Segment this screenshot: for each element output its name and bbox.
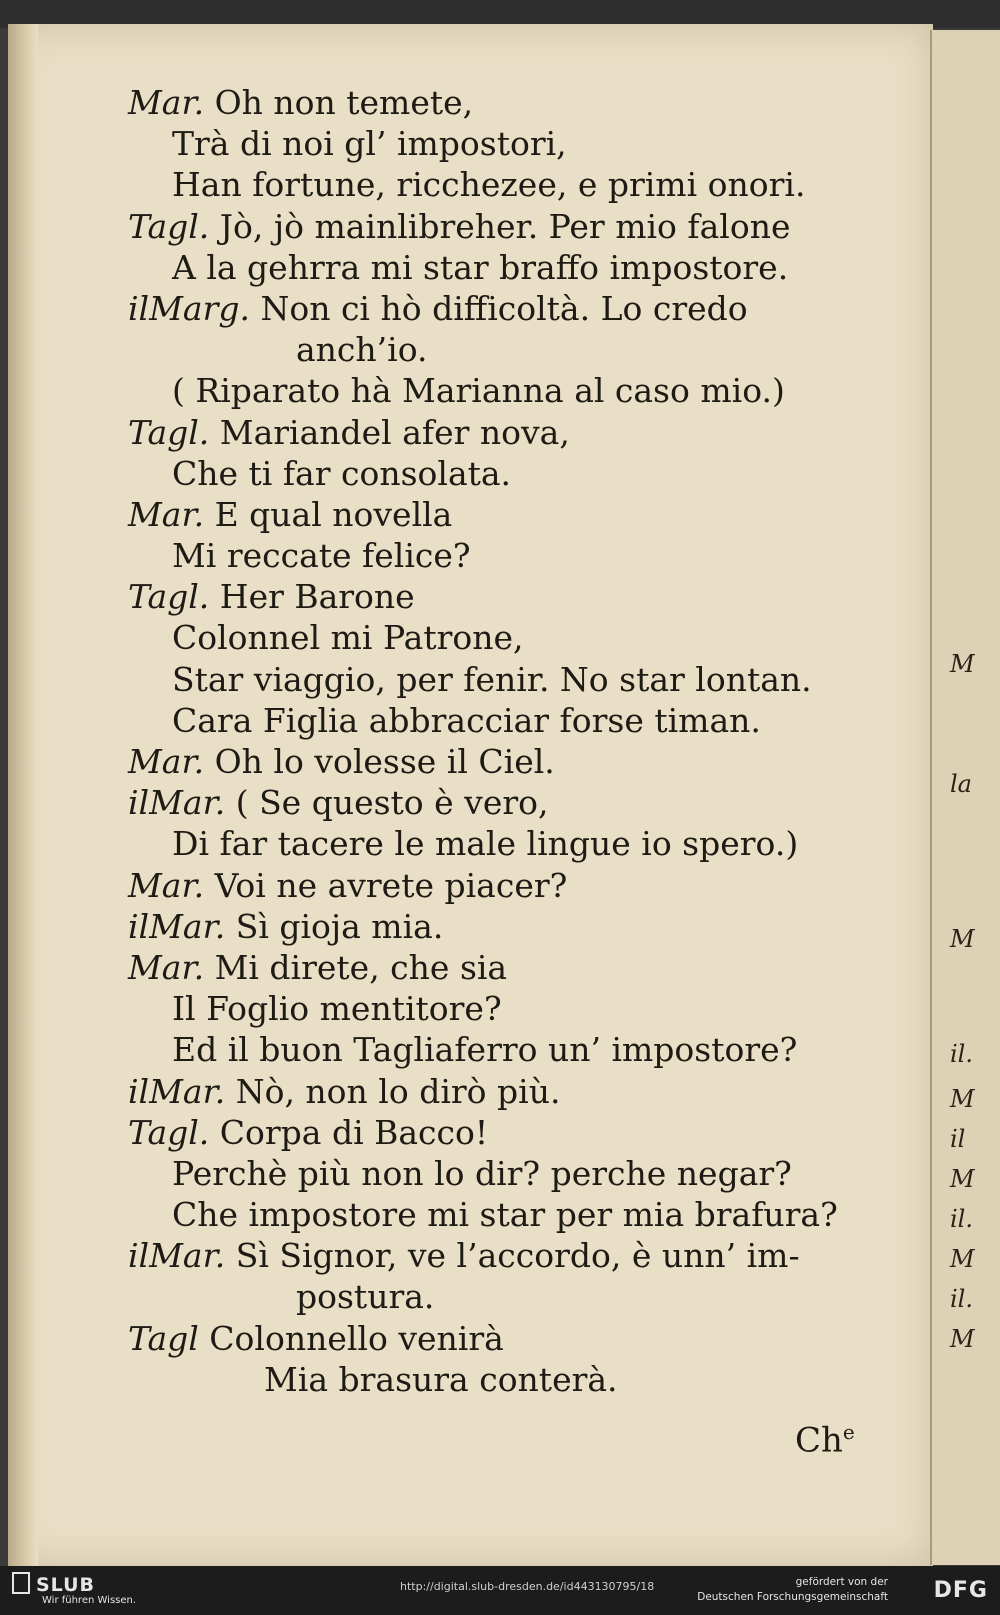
- slub-logo[interactable]: [12, 1572, 95, 1596]
- speaker-label: Mar.: [128, 865, 205, 905]
- speaker-label: Tagl.: [128, 412, 210, 452]
- line-text: E qual novella: [204, 494, 453, 534]
- text-line: [128, 1318, 868, 1359]
- edge-fragment: M: [950, 650, 975, 678]
- line-text: Oh lo volesse il Ciel.: [204, 742, 555, 781]
- line-text: Perchè più non lo dir? perche negar?: [172, 1153, 792, 1193]
- line-text: Voi ne avrete piacer?: [204, 865, 568, 905]
- book-gutter: [8, 24, 38, 1566]
- catchword-sup: e: [842, 1420, 855, 1444]
- speaker-label: Mar.: [128, 947, 205, 987]
- slub-tagline: Wir führen Wissen.: [42, 1595, 137, 1606]
- line-text: Colonnel mi Patrone,: [172, 618, 524, 658]
- speaker-label: Mar.: [128, 494, 205, 534]
- speaker-label: ilMar.: [128, 1071, 226, 1111]
- line-text: ( Se questo è vero,: [225, 783, 549, 823]
- speaker-label: ilMar.: [128, 906, 226, 946]
- line-text: postura.: [296, 1277, 435, 1317]
- text-line: [128, 535, 868, 576]
- slub-logo-text: SLUB: [36, 1574, 96, 1596]
- line-text: Ed il buon Tagliaferro un’ impostore?: [172, 1030, 798, 1070]
- funding-note: [697, 1575, 888, 1605]
- edge-fragment: il.: [950, 1040, 973, 1068]
- text-line: [128, 82, 868, 123]
- slub-logo-icon: [12, 1572, 30, 1594]
- line-text: ( Riparato hà Marianna al caso mio.): [172, 371, 785, 411]
- line-text: A la gehrra mi star braffo impostore.: [172, 247, 789, 287]
- speaker-label: Mar.: [128, 742, 205, 781]
- text-line: [128, 288, 868, 329]
- text-line: [128, 576, 868, 617]
- text-line: [128, 1359, 868, 1400]
- line-text: Oh non temete,: [204, 83, 474, 122]
- libretto-text: [128, 82, 868, 1400]
- text-line: [128, 1235, 868, 1276]
- line-text: Nò, non lo dirò più.: [225, 1071, 561, 1111]
- speaker-label: Tagl: [128, 1318, 199, 1358]
- text-line: [128, 123, 868, 164]
- text-line: [128, 741, 868, 782]
- line-text: Han fortune, ricchezee, e primi onori.: [172, 165, 806, 205]
- edge-fragment: il: [950, 1125, 966, 1153]
- edge-fragment: M: [950, 1085, 975, 1113]
- text-line: [128, 247, 868, 288]
- catchword-main: Ch: [795, 1420, 843, 1461]
- text-line: [128, 1153, 868, 1194]
- speaker-label: ilMarg.: [128, 288, 250, 328]
- funding-line-1: gefördert von der: [795, 1576, 888, 1588]
- text-line: [128, 412, 868, 453]
- edge-fragment: il.: [950, 1285, 973, 1313]
- line-text: Mi reccate felice?: [172, 536, 471, 576]
- edge-fragment: M: [950, 1325, 975, 1353]
- text-line: [128, 1194, 868, 1235]
- line-text: Jò, jò mainlibreher. Per mio falone: [209, 206, 791, 246]
- line-text: Sì Signor, ve l’accordo, è unn’ im-: [225, 1236, 800, 1276]
- text-line: [128, 1112, 868, 1153]
- text-line: [128, 370, 868, 411]
- edge-fragment: la: [950, 770, 972, 798]
- line-text: Cara Figlia abbracciar forse timan.: [172, 700, 761, 740]
- source-url[interactable]: http://digital.slub-dresden.de/id443130795/18: [400, 1580, 655, 1593]
- line-text: Di far tacere le male lingue io spero.): [172, 824, 799, 864]
- text-line: [128, 453, 868, 494]
- speaker-label: ilMar.: [128, 783, 226, 823]
- catchword: [795, 1420, 855, 1460]
- speaker-label: ilMar.: [128, 1236, 226, 1276]
- footer-bar: [0, 1566, 1000, 1615]
- text-line: [128, 782, 868, 823]
- speaker-label: Tagl.: [128, 206, 210, 246]
- dfg-logo[interactable]: DFG: [933, 1578, 988, 1603]
- text-line: [128, 947, 868, 988]
- edge-fragment: M: [950, 1245, 975, 1273]
- line-text: anch’io.: [296, 330, 428, 370]
- line-text: Non ci hò difficoltà. Lo credo: [249, 288, 748, 328]
- speaker-label: Mar.: [128, 83, 205, 122]
- text-line: [128, 659, 868, 700]
- speaker-label: Tagl.: [128, 577, 210, 617]
- line-text: Mi direte, che sia: [204, 947, 508, 987]
- text-line: [128, 988, 868, 1029]
- text-line: [128, 329, 868, 370]
- text-line: [128, 494, 868, 535]
- funding-line-2: Deutschen Forschungsgemeinschaft: [697, 1591, 888, 1603]
- line-text: Sì gioja mia.: [225, 906, 444, 946]
- line-text: Trà di noi gl’ impostori,: [172, 124, 567, 164]
- line-text: Che ti far consolata.: [172, 453, 512, 493]
- line-text: Il Foglio mentitore?: [172, 989, 502, 1029]
- text-line: [128, 1276, 868, 1317]
- text-line: [128, 1071, 868, 1112]
- text-line: [128, 823, 868, 864]
- text-line: [128, 617, 868, 658]
- line-text: Mariandel afer nova,: [209, 412, 570, 452]
- line-text: Her Barone: [209, 577, 415, 617]
- text-line: [128, 906, 868, 947]
- text-line: [128, 700, 868, 741]
- speaker-label: Tagl.: [128, 1112, 210, 1152]
- edge-fragment: M: [950, 925, 975, 953]
- line-text: Che impostore mi star per mia brafura?: [172, 1195, 838, 1235]
- text-line: [128, 164, 868, 205]
- text-line: [128, 865, 868, 906]
- text-line: [128, 206, 868, 247]
- text-line: [128, 1029, 868, 1070]
- line-text: Corpa di Bacco!: [209, 1112, 489, 1152]
- line-text: Colonnello venirà: [198, 1318, 504, 1358]
- line-text: Mia brasura conterà.: [264, 1359, 618, 1399]
- line-text: Star viaggio, per fenir. No star lontan.: [172, 659, 812, 699]
- edge-fragment: M: [950, 1165, 975, 1193]
- edge-fragment: il.: [950, 1205, 973, 1233]
